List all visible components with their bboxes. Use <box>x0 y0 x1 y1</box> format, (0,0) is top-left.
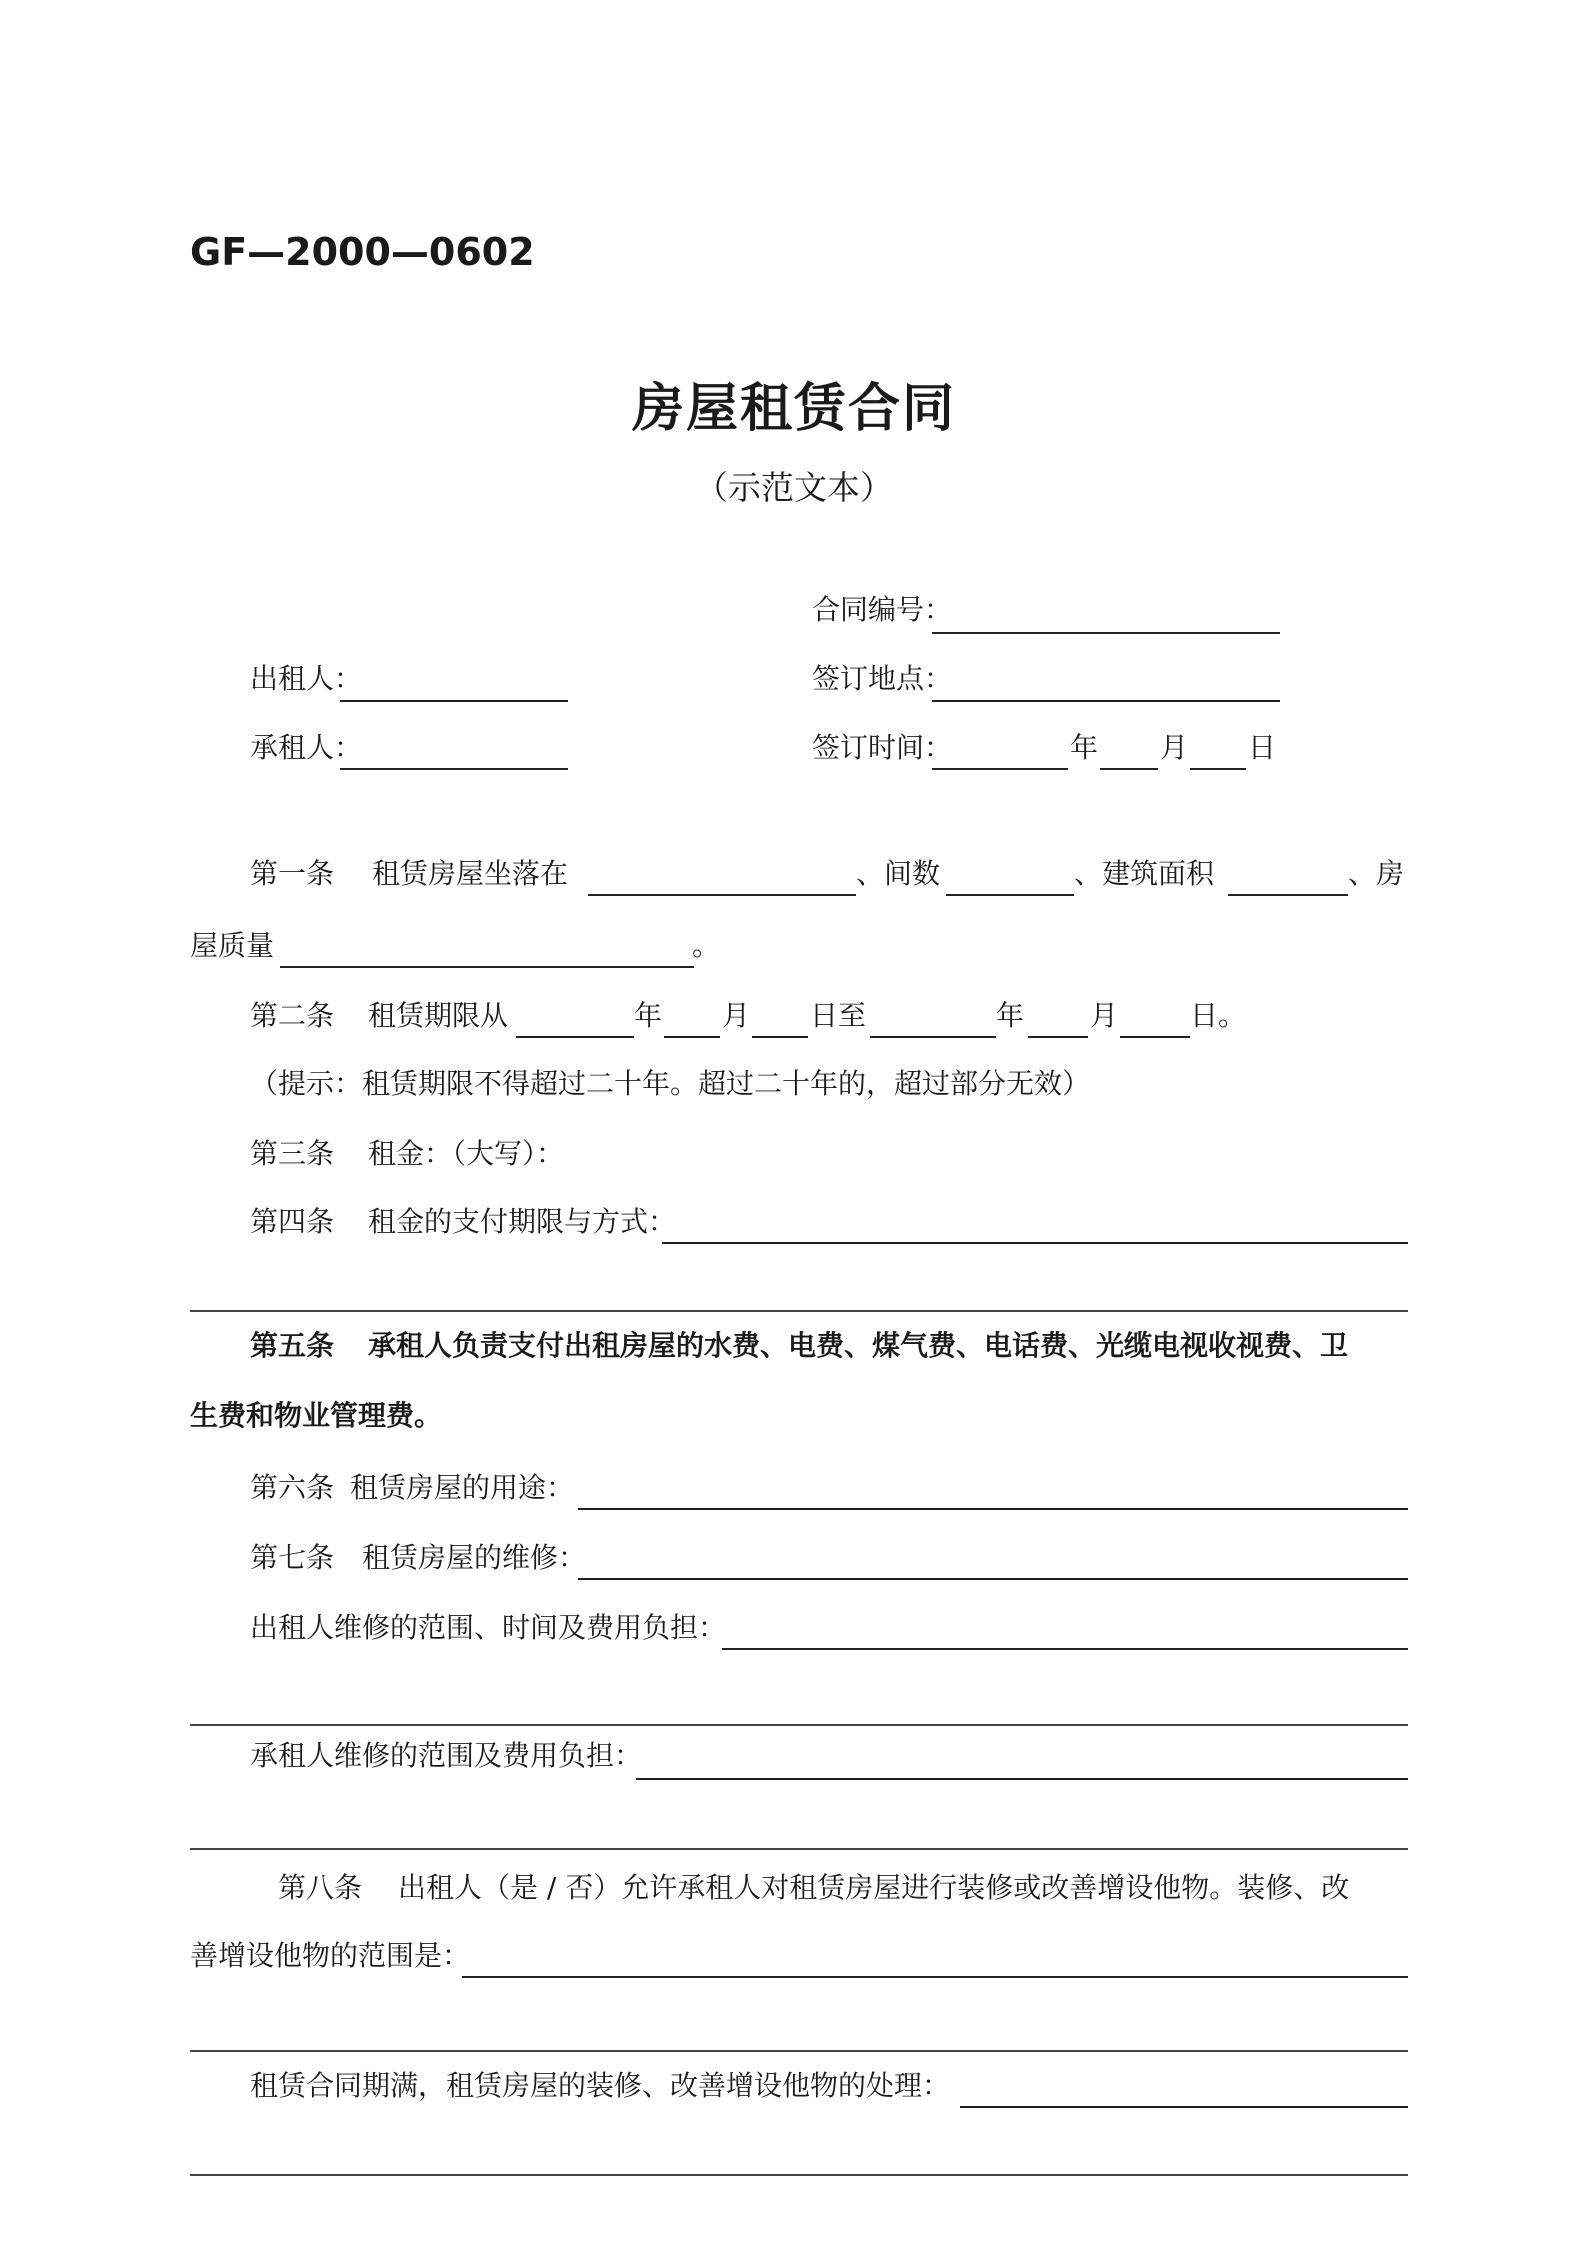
end-day-label: 日。 <box>1190 999 1247 1032</box>
page-title: 房屋租赁合同 <box>631 379 956 439</box>
lessor-repair-field-continued[interactable] <box>190 1724 1408 1726</box>
clause-7-number: 第七条 <box>250 1541 335 1574</box>
contract-no-field[interactable] <box>932 632 1280 634</box>
lessor-repair-label: 出租人维修的范围、时间及费用负担： <box>250 1611 727 1644</box>
renovation-scope-field-continued[interactable] <box>190 2050 1408 2052</box>
clause-1-number: 第一条 <box>250 857 335 890</box>
clause-3-text: 租金：（大写）： <box>368 1137 565 1170</box>
clause-8-text-continued: 善增设他物的范围是： <box>190 1939 471 1972</box>
clause-1-rooms-label: 、间数 <box>856 857 941 890</box>
start-month-field[interactable] <box>664 1036 720 1038</box>
lessor-repair-field[interactable] <box>722 1648 1408 1650</box>
area-field[interactable] <box>1228 894 1348 896</box>
clause-1-area-label: 、建筑面积 <box>1074 857 1215 890</box>
lessee-repair-field-continued[interactable] <box>190 1848 1408 1850</box>
expiry-handling-label: 租赁合同期满，租赁房屋的装修、改善增设他物的处理： <box>250 2069 951 2102</box>
clause-7-text: 租赁房屋的维修： <box>362 1541 587 1574</box>
clause-5-text-continued: 生费和物业管理费。 <box>190 1399 443 1432</box>
rooms-field[interactable] <box>946 894 1074 896</box>
end-day-field[interactable] <box>1120 1036 1190 1038</box>
renovation-scope-field[interactable] <box>462 1976 1408 1978</box>
sign-place-field[interactable] <box>932 700 1280 702</box>
end-month-label: 月 <box>1090 999 1119 1032</box>
start-year-label: 年 <box>634 999 663 1032</box>
expiry-handling-field-continued[interactable] <box>190 2174 1408 2176</box>
quality-field[interactable] <box>280 966 694 968</box>
clause-4-number: 第四条 <box>250 1205 335 1238</box>
page-subtitle: （示范文本） <box>695 468 893 507</box>
clause-6-text: 租赁房屋的用途： <box>350 1471 575 1504</box>
sign-year-field[interactable] <box>932 768 1068 770</box>
start-year-field[interactable] <box>516 1036 634 1038</box>
clause-1-end: 。 <box>692 929 721 962</box>
clause-8-number: 第八条 <box>278 1871 363 1904</box>
start-day-label: 日至 <box>810 999 867 1032</box>
sign-month-label: 月 <box>1160 731 1189 764</box>
end-year-field[interactable] <box>870 1036 996 1038</box>
payment-method-field[interactable] <box>662 1242 1408 1244</box>
clause-2-number: 第二条 <box>250 999 335 1032</box>
expiry-handling-field[interactable] <box>960 2106 1408 2108</box>
lessor-label: 出租人： <box>250 662 363 695</box>
term-hint: （提示：租赁期限不得超过二十年。超过二十年的，超过部分无效） <box>250 1067 1091 1100</box>
clause-4-text: 租金的支付期限与方式： <box>368 1205 677 1238</box>
clause-1-text: 租赁房屋坐落在 <box>372 857 569 890</box>
lessee-label: 承租人： <box>250 731 363 764</box>
contract-no-label: 合同编号： <box>812 593 953 626</box>
payment-method-field-continued[interactable] <box>190 1310 1408 1312</box>
clause-1-quality-label: 屋质量 <box>190 929 275 962</box>
repair-field[interactable] <box>578 1578 1408 1580</box>
sign-year-label: 年 <box>1070 731 1099 764</box>
sign-time-label: 签订时间： <box>812 731 953 764</box>
document-code: GF—2000—0602 <box>190 230 535 274</box>
sign-place-label: 签订地点： <box>812 662 953 695</box>
sign-month-field[interactable] <box>1100 768 1158 770</box>
start-month-label: 月 <box>722 999 751 1032</box>
clause-1-tail: 、房 <box>1348 857 1405 890</box>
clause-5-number: 第五条 <box>250 1329 335 1362</box>
sign-day-label: 日 <box>1248 731 1277 764</box>
sign-day-field[interactable] <box>1190 768 1246 770</box>
end-year-label: 年 <box>996 999 1025 1032</box>
lessor-field[interactable] <box>340 700 568 702</box>
clause-8-text: 出租人（是 / 否）允许承租人对租赁房屋进行装修或改善增设他物。装修、改 <box>398 1871 1350 1904</box>
start-day-field[interactable] <box>752 1036 808 1038</box>
clause-6-number: 第六条 <box>250 1471 335 1504</box>
clause-3-number: 第三条 <box>250 1137 335 1170</box>
clause-5-text: 承租人负责支付出租房屋的水费、电费、煤气费、电话费、光缆电视收视费、卫 <box>368 1329 1349 1362</box>
purpose-field[interactable] <box>578 1508 1408 1510</box>
lessee-repair-label: 承租人维修的范围及费用负担： <box>250 1739 643 1772</box>
location-field[interactable] <box>588 894 856 896</box>
clause-2-text: 租赁期限从 <box>368 999 509 1032</box>
lessee-field[interactable] <box>340 768 568 770</box>
lessee-repair-field[interactable] <box>636 1778 1408 1780</box>
end-month-field[interactable] <box>1028 1036 1088 1038</box>
